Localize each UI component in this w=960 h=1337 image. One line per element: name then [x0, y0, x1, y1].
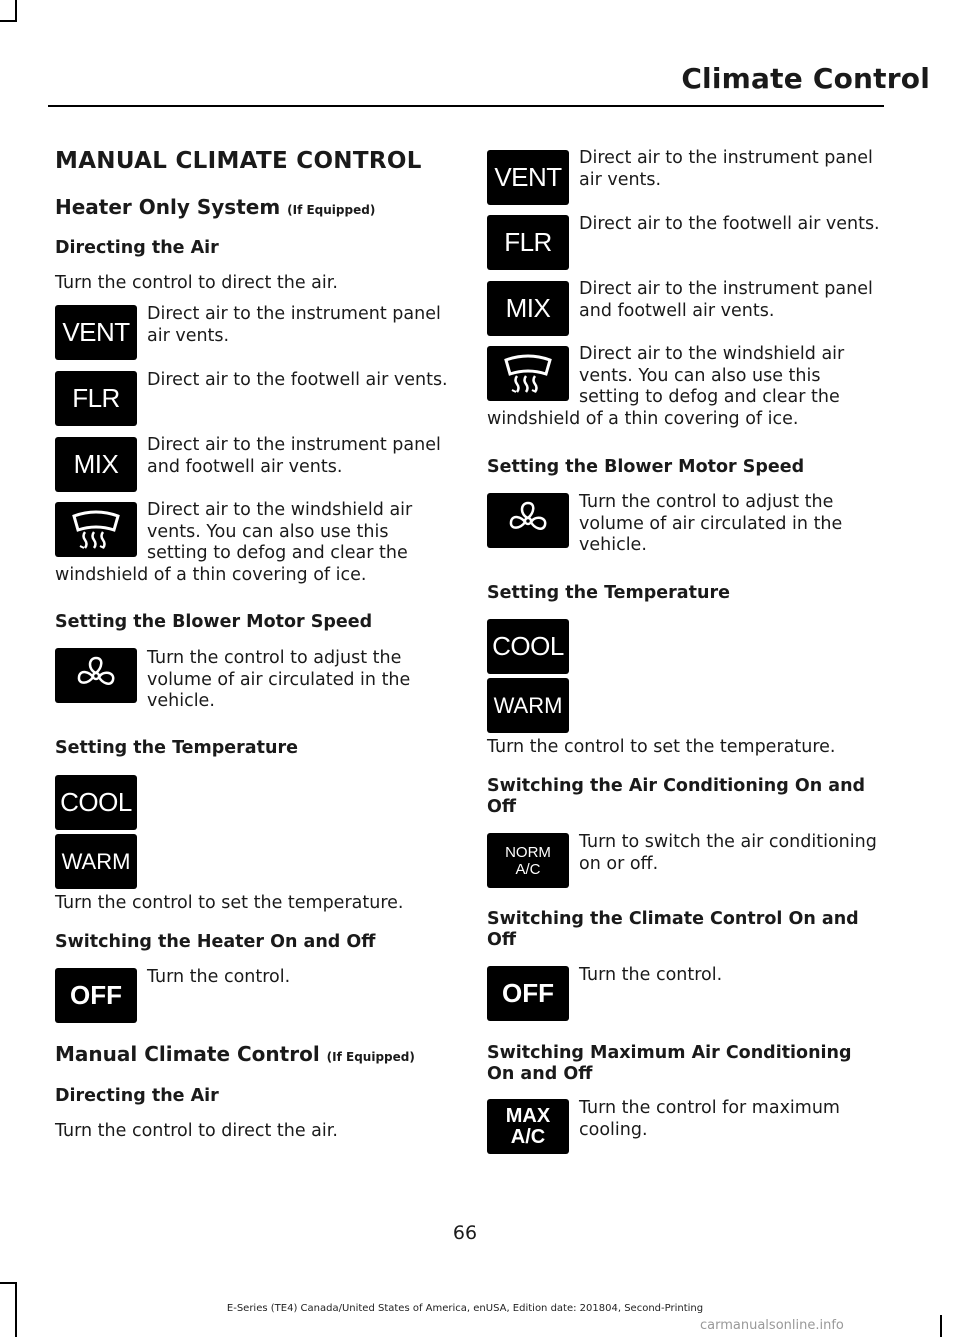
description: Direct air to the instrument panel and footwell air vents.	[579, 279, 873, 321]
heading: Directing the Air	[55, 238, 219, 258]
subsection-heading: Manual Climate Control (If Equipped)	[55, 1042, 415, 1066]
floor-icon: FLR	[55, 371, 137, 426]
windshield-defrost-icon-glyph	[70, 510, 122, 550]
heading: Setting the Temperature	[55, 738, 298, 758]
crop-mark	[15, 0, 17, 22]
subsection-heading: Heater Only System (If Equipped)	[55, 195, 376, 219]
warm-icon: WARM	[487, 678, 569, 733]
fan-icon-glyph	[74, 654, 118, 698]
fan-icon-glyph	[506, 499, 550, 543]
description: Turn the control.	[147, 967, 291, 987]
watermark: carmanualsonline.info	[700, 1318, 844, 1333]
page-header-title: Climate Control	[681, 62, 930, 95]
description: Turn the control for maximum cooling.	[579, 1098, 840, 1140]
description: Direct air to the instrument panel and footwell air vents.	[147, 435, 441, 477]
paragraph: Turn the control to direct the air.	[55, 273, 338, 293]
windshield-defrost-icon	[487, 346, 569, 401]
floor-icon: FLR	[487, 215, 569, 270]
paragraph: Turn the control to set the temperature.	[487, 737, 836, 757]
crop-mark	[940, 1315, 942, 1337]
description: Turn the control.	[579, 965, 723, 985]
description: Direct air to the footwell air vents.	[147, 370, 448, 390]
fan-icon	[487, 493, 569, 548]
description: Direct air to the instrument panel air vents.	[579, 148, 873, 190]
mix-icon: MIX	[487, 281, 569, 336]
vent-icon: VENT	[55, 305, 137, 360]
page-number: 66	[452, 1222, 478, 1244]
mix-icon: MIX	[55, 437, 137, 492]
heading: Setting the Blower Motor Speed	[55, 612, 373, 632]
crop-mark	[0, 20, 17, 22]
windshield-defrost-icon	[55, 502, 137, 557]
paragraph: Turn the control to set the temperature.	[55, 893, 404, 913]
heading: Directing the Air	[55, 1086, 219, 1106]
warm-icon: WARM	[55, 834, 137, 889]
norm-ac-line1: NORM	[505, 843, 551, 861]
heading: Switching Maximum Air Conditioning On and Off	[487, 1043, 852, 1084]
header-rule	[48, 105, 884, 107]
heading: Switching the Climate Control On and Off	[487, 909, 859, 950]
norm-ac-icon	[487, 833, 569, 888]
section-heading: MANUAL CLIMATE CONTROL	[55, 148, 422, 174]
paragraph: Turn the control to direct the air.	[55, 1121, 338, 1141]
windshield-defrost-icon-glyph	[502, 354, 554, 394]
description-continued: windshield of a thin covering of ice.	[55, 565, 367, 585]
description: Direct air to the instrument panel air vents.	[147, 304, 441, 346]
heading: Switching the Air Conditioning On and Off	[487, 776, 866, 817]
cool-icon: COOL	[487, 619, 569, 674]
max-ac-line2: A/C	[510, 1125, 546, 1148]
description: Direct air to the windshield air vents. You can also use this setting to defog and clear the	[147, 500, 413, 563]
description: Turn the control to adjust the volume of air circulated in the vehicle.	[579, 492, 843, 555]
heading: Switching the Heater On and Off	[55, 932, 376, 952]
cool-icon: COOL	[55, 775, 137, 830]
fan-icon	[55, 648, 137, 703]
off-icon: OFF	[487, 966, 569, 1021]
description-continued: windshield of a thin covering of ice.	[487, 409, 799, 429]
max-ac-line1: MAX	[505, 1104, 551, 1127]
heading: Setting the Temperature	[487, 583, 730, 603]
max-ac-icon	[487, 1099, 569, 1154]
heading: Setting the Blower Motor Speed	[487, 457, 805, 477]
norm-ac-line2: A/C	[515, 860, 541, 878]
edition-footer: E-Series (TE4) Canada/United States of America, enUSA, Edition date: 201804, Second-Printing	[226, 1303, 704, 1314]
description: Direct air to the footwell air vents.	[579, 214, 880, 234]
description: Turn the control to adjust the volume of air circulated in the vehicle.	[147, 648, 411, 711]
vent-icon: VENT	[487, 150, 569, 205]
description: Turn to switch the air conditioning on or off.	[579, 832, 877, 874]
description: Direct air to the windshield air vents. You can also use this setting to defog and clear the	[579, 344, 845, 407]
crop-mark	[0, 1282, 17, 1284]
off-icon: OFF	[55, 968, 137, 1023]
